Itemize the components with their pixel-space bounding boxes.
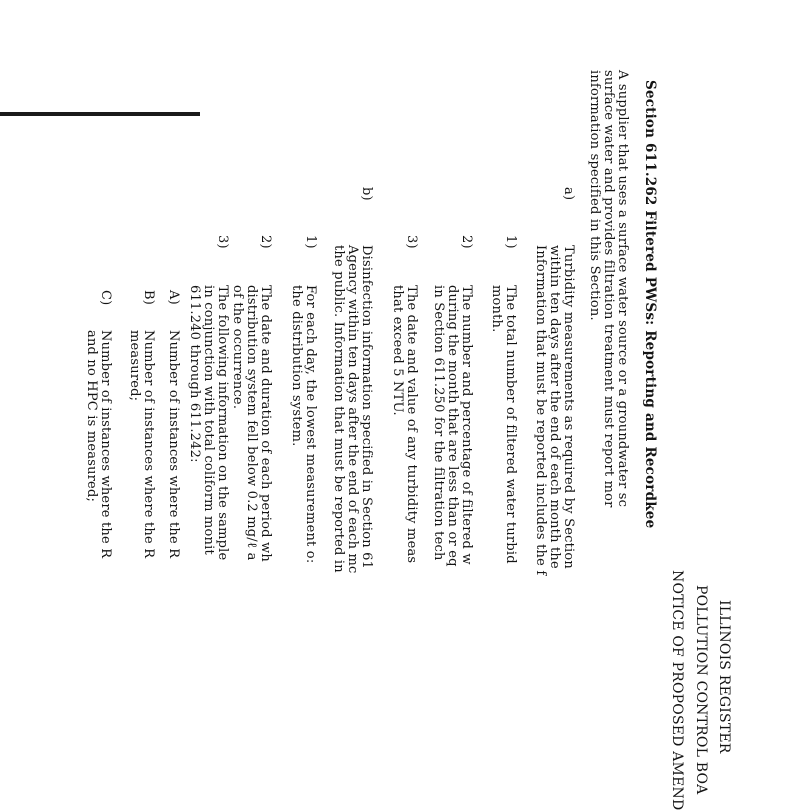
section-heading: Section 611.262 Filtered PWSs: Reporting and Recordkee: [642, 80, 658, 529]
item-a-line: within ten days after the end of each month the: [547, 245, 562, 569]
item-marker-a1: 1): [503, 235, 518, 249]
item-marker-bA: A): [166, 290, 181, 305]
item-bC-line: and no HPC is measured;: [84, 330, 99, 503]
item-a2-line: in Section 611.250 for the filtration tech: [431, 285, 446, 561]
item-a-line: Information that must be reported includes the f: [533, 245, 548, 576]
header-rule: [0, 112, 200, 116]
item-bB-line: measured;: [127, 330, 142, 402]
item-a2-line: The number and percentage of filtered w: [459, 285, 474, 565]
item-b2-line: of the occurrence.: [230, 285, 245, 410]
item-marker-bC: C): [98, 290, 113, 306]
item-b2-line: distribution system fell below 0.2 mg/ℓ a: [244, 285, 259, 561]
item-a-line: Turbidity measurements as required by Section: [561, 245, 576, 569]
item-marker-b: b): [359, 187, 374, 201]
item-marker-bB: B): [141, 290, 156, 306]
board-name: POLLUTION CONTROL BOA: [693, 585, 709, 795]
notice-title: NOTICE OF PROPOSED AMEND: [669, 570, 685, 810]
item-a1-line: The total number of filtered water turbid: [503, 285, 518, 564]
item-marker-b1: 1): [303, 235, 318, 249]
item-b2-line: The date and duration of each period wh: [258, 285, 273, 562]
item-marker-a: a): [561, 187, 576, 201]
item-marker-b3: 3): [215, 235, 230, 249]
item-b3-line: The following information on the sample: [215, 285, 230, 561]
item-bB-line: Number of instances where the R: [141, 330, 156, 559]
item-b1-line: For each day, the lowest measurement o:: [303, 285, 318, 564]
item-b-line: Disinfection information specified in Section 61: [359, 245, 374, 570]
item-marker-a2: 2): [459, 235, 474, 249]
item-bC-line: Number of instances where the R: [98, 330, 113, 559]
item-b3-line: 611.240 through 611.242:: [187, 285, 202, 463]
item-a1-line: month.: [489, 285, 504, 333]
section-intro-line: surface water and provides filtration treatment must report mor: [601, 70, 616, 508]
section-intro-line: A supplier that uses a surface water source or a groundwater sc: [615, 70, 630, 508]
item-b3-line: in conjunction with total coliform monit: [201, 285, 216, 555]
item-a3-line: that exceed 5 NTU.: [390, 285, 405, 416]
item-b1-line: the distribution system.: [289, 285, 304, 447]
item-a2-line: during the month that are less than or eq: [445, 285, 460, 567]
item-b-line: the public. Information that must be reported in: [331, 245, 346, 573]
item-bA-line: Number of instances where the R: [166, 330, 181, 559]
item-marker-b2: 2): [258, 235, 273, 249]
item-b-line: Agency within ten days after the end of each mc: [345, 245, 360, 574]
item-a3-line: The date and value of any turbidity meas: [404, 285, 419, 564]
register-title: ILLINOIS REGISTER: [716, 600, 732, 754]
item-marker-a3: 3): [404, 235, 419, 249]
section-intro-line: information specified in this Section.: [587, 70, 602, 321]
